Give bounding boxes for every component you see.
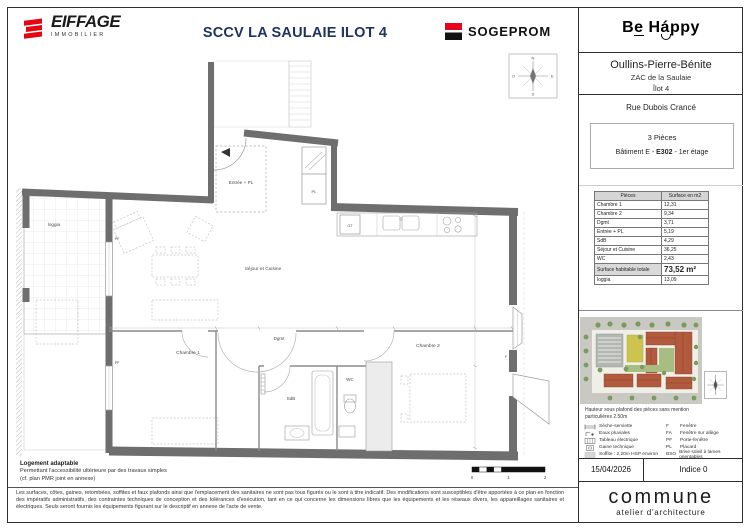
revision-index: Indice 0: [679, 465, 708, 474]
street-address: Rue Dubois Crancé: [626, 103, 696, 112]
plan-date: 15/04/2026: [579, 459, 644, 481]
table-header-pieces: Pièces: [595, 192, 662, 201]
cell-label: Séjour et Cuisine: [595, 246, 662, 255]
room-label-chambre2: Chambre 2: [416, 344, 440, 349]
windows: [106, 242, 550, 424]
legend-label: Fenêtre: [680, 424, 697, 430]
cell-value: 36,25: [662, 246, 709, 255]
table-header-surface: Surface en m2: [662, 192, 709, 201]
duct-band: [366, 362, 392, 451]
stairwell: [214, 61, 311, 127]
scale-label: 2: [543, 475, 547, 480]
cell-value: 13,09: [662, 276, 709, 285]
eiffage-wordmark: EIFFAGE: [51, 12, 121, 31]
dimension-lines: [109, 212, 524, 455]
legend-abbr: BSO: [666, 452, 677, 458]
room-label-entree: Entrée + PL: [228, 180, 254, 185]
divider: [8, 487, 578, 488]
location-zac: ZAC de la Saulaie: [630, 73, 692, 82]
ceiling-height-note: Hauteur sous plafond des pièces sans mention particulières 2.50m: [585, 407, 689, 420]
compass-north: N: [531, 55, 535, 61]
cell-label: Chambre 1: [595, 201, 662, 210]
room-label-loggia: loggia: [47, 222, 61, 227]
cell-label: Dgmt: [595, 219, 662, 228]
compass-west: O: [511, 73, 516, 79]
eiffage-subtitle: IMMOBILIER: [51, 32, 106, 38]
cell-label: Chambre 2: [595, 210, 662, 219]
adaptable-title: Logement adaptable: [20, 461, 79, 467]
location-ilot: Îlot 4: [652, 84, 670, 93]
legend-label: Soffite : 2,20m HSP environ: [599, 452, 659, 458]
closet: [302, 147, 326, 204]
cell-label: Entrée + PL: [595, 228, 662, 237]
unit-floor: - 1er étage: [672, 149, 709, 156]
door-arcs: [182, 331, 394, 392]
legend-abbr: F: [666, 424, 669, 430]
legend-label: Tableau électrique: [599, 438, 638, 444]
room-label-chambre1: Chambre 1: [176, 351, 200, 356]
room-label-dgmt: Dgmt: [273, 336, 285, 341]
entry-arrow-icon: [221, 148, 230, 157]
unit-type: 3 Pièces: [647, 133, 677, 142]
sogeprom-wordmark: SOGEPROM: [468, 24, 551, 39]
entry-zone: [214, 138, 266, 212]
unit-building: Bâtiment E -: [615, 149, 657, 156]
loggia-area: [16, 188, 109, 456]
total-value: 73,52 m²: [662, 264, 709, 276]
legend-label: Brise soleil à lames orientables: [679, 449, 721, 460]
total-label: Surface habitable totale: [595, 264, 662, 276]
behappy-text: ppy: [669, 19, 700, 36]
room-label-sejour: Séjour et Cuisine: [244, 267, 282, 272]
architect-name: commune: [608, 486, 714, 508]
room-label-sdb: SdB: [286, 396, 296, 401]
behappy-text: á: [660, 19, 670, 36]
legend-abbr: FA: [666, 431, 672, 437]
behappy-text: H: [643, 19, 661, 36]
legend-abbr: PF: [666, 438, 673, 444]
cell-value: 2,43: [662, 255, 709, 264]
compass-east: E: [551, 73, 554, 79]
tag-pf: PF: [114, 361, 120, 365]
cell-label: SdB: [595, 237, 662, 246]
room-label-wc: WC: [346, 377, 354, 382]
fixtures: [261, 371, 356, 440]
adaptable-line: (cf. plan PMR joint en annexe): [20, 475, 96, 482]
furniture: [111, 210, 466, 444]
legend-label: Placard: [680, 445, 697, 451]
legend-label: Eaux pluviales: [599, 431, 630, 437]
legend-abbr: PL: [666, 445, 672, 451]
cell-value: 5,19: [662, 228, 709, 237]
cell-value: 4,29: [662, 237, 709, 246]
cell-label: WC: [595, 255, 662, 264]
legend-label: Gaine technique: [599, 445, 634, 451]
cell-value: 12,31: [662, 201, 709, 210]
legend-label: Porte-fenêtre: [680, 438, 708, 444]
compass: [509, 54, 557, 98]
cell-value: 3,71: [662, 219, 709, 228]
tag-f: F: [504, 355, 508, 359]
scale-bar: [471, 467, 547, 480]
unit-code: E302: [656, 149, 673, 156]
tag-pl: PL: [311, 189, 317, 194]
interior-walls: [109, 331, 513, 451]
location-title: Oullins-Pierre-Bénite: [610, 59, 712, 71]
adaptable-line: Permettant l'accessibilité ultérieure par des travaux simples: [20, 468, 167, 474]
legend-label: Fenêtre sur allège: [680, 431, 719, 437]
behappy-text: e: [634, 19, 644, 36]
kitchen-counter: [337, 213, 477, 236]
tag-gt: GT: [347, 224, 353, 228]
tag-pf: PF: [114, 237, 120, 241]
architect-subtitle: atelier d'architecture: [616, 508, 706, 517]
page-title: SCCV LA SAULAIE ILOT 4: [202, 25, 388, 41]
behappy-text: B: [622, 19, 635, 36]
legend-label: Sèche-serviette: [599, 424, 633, 430]
adaptable-note: [20, 460, 320, 483]
cell-value: 9,34: [662, 210, 709, 219]
cell-label: loggia: [595, 276, 662, 285]
legal-disclaimer: Les surfaces, côtes, gaines, retombées, soffites et faux plafonds ainsi que l'emplacement des sanitaires ne sont pas tous figurés ou le sont à titre indicatif. Des modifications sont susceptibles d'être apportées à ce plan en fonction des impératifs administratifs, des contraintes techniques de conception et des tolérances d'exécution, tant en ce qui concerne les dimensions libres que les équipements et les réseaux divers, les appareillages sanitaires et électriques. Seuls seront fournis les équipements figurant sur le descriptif en annexe de l'acte de vente.: [16, 490, 564, 510]
compass-south: S: [531, 91, 535, 97]
scale-label: 0: [470, 475, 474, 480]
scale-label: 1: [507, 475, 510, 480]
